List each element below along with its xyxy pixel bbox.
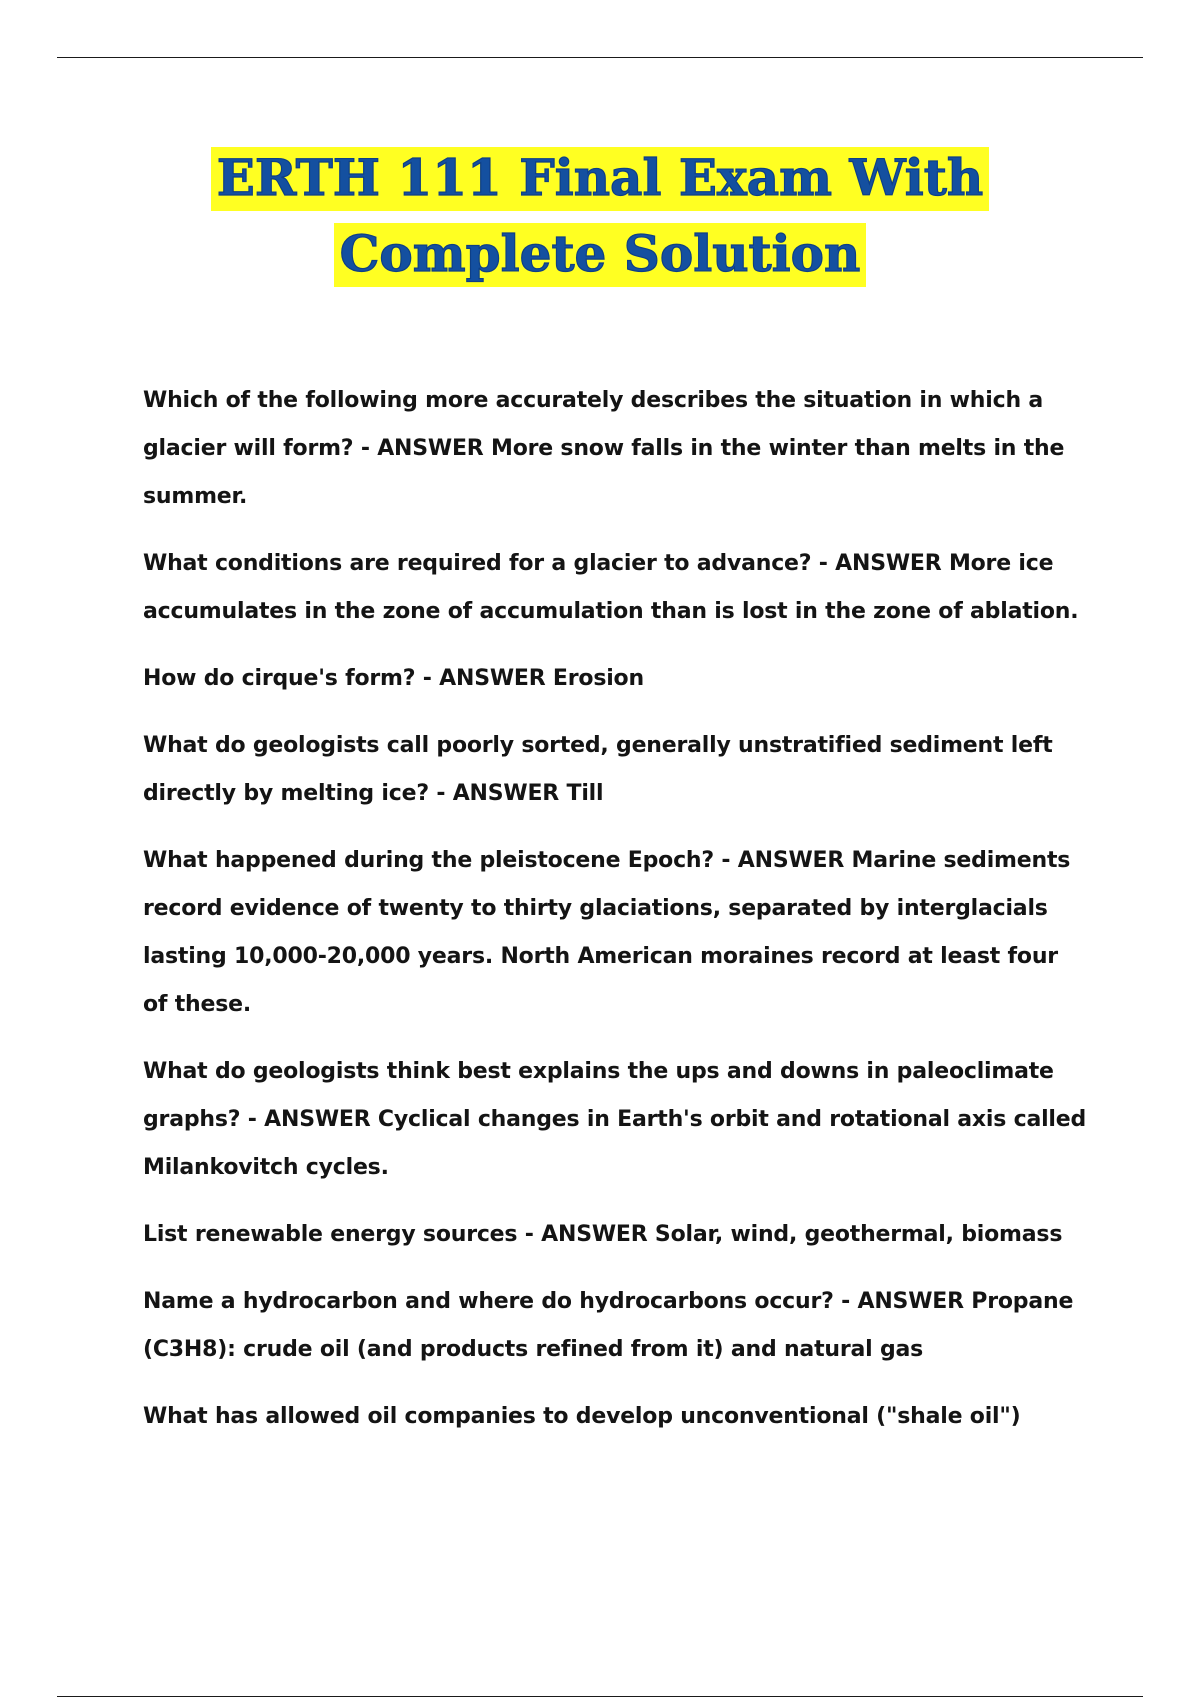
- qa-item-7: List renewable energy sources - ANSWER Solar, wind, geothermal, biomass: [143, 1222, 1063, 1247]
- qa-item-3: How do cirque's form? - ANSWER Erosion: [143, 666, 644, 691]
- qa-item-2: What conditions are required for a glacier to advance? - ANSWER More ice accumulates in the zone of accumulation than is lost in the zone of ablation.: [143, 551, 1079, 624]
- title-line-2: [0, 216, 1200, 292]
- title-line-1-text: ERTH 111 Final Exam With: [211, 147, 989, 211]
- footer-rule: [57, 1696, 1143, 1697]
- qa-item-4: What do geologists call poorly sorted, generally unstratified sediment left directly by melting ice? - ANSWER Till: [143, 733, 1053, 806]
- qa-item-1: Which of the following more accurately describes the situation in which a glacier will form? - ANSWER More snow falls in the winter than melts in the summer.: [143, 388, 1065, 509]
- question-answer-list: [143, 377, 1088, 1460]
- header-rule: [57, 57, 1143, 58]
- document-title: [0, 140, 1200, 292]
- qa-item-5: What happened during the pleistocene Epoch? - ANSWER Marine sediments record evidence of twenty to thirty glaciations, separated by interglacials lasting 10,000-20,000 years. North American moraines record at least four of these.: [143, 848, 1071, 1017]
- qa-item-8: Name a hydrocarbon and where do hydrocarbons occur? - ANSWER Propane (C3H8): crude oil (and products refined from it) and natural gas: [143, 1289, 1074, 1362]
- title-line-2-text: Complete Solution: [334, 223, 867, 287]
- qa-item-9: What has allowed oil companies to develop unconventional ("shale oil"): [143, 1404, 1021, 1429]
- qa-item-6: What do geologists think best explains the ups and downs in paleoclimate graphs? - ANSWER Cyclical changes in Earth's orbit and rotational axis called Milankovitch cycles.: [143, 1059, 1087, 1180]
- title-line-1: [0, 140, 1200, 216]
